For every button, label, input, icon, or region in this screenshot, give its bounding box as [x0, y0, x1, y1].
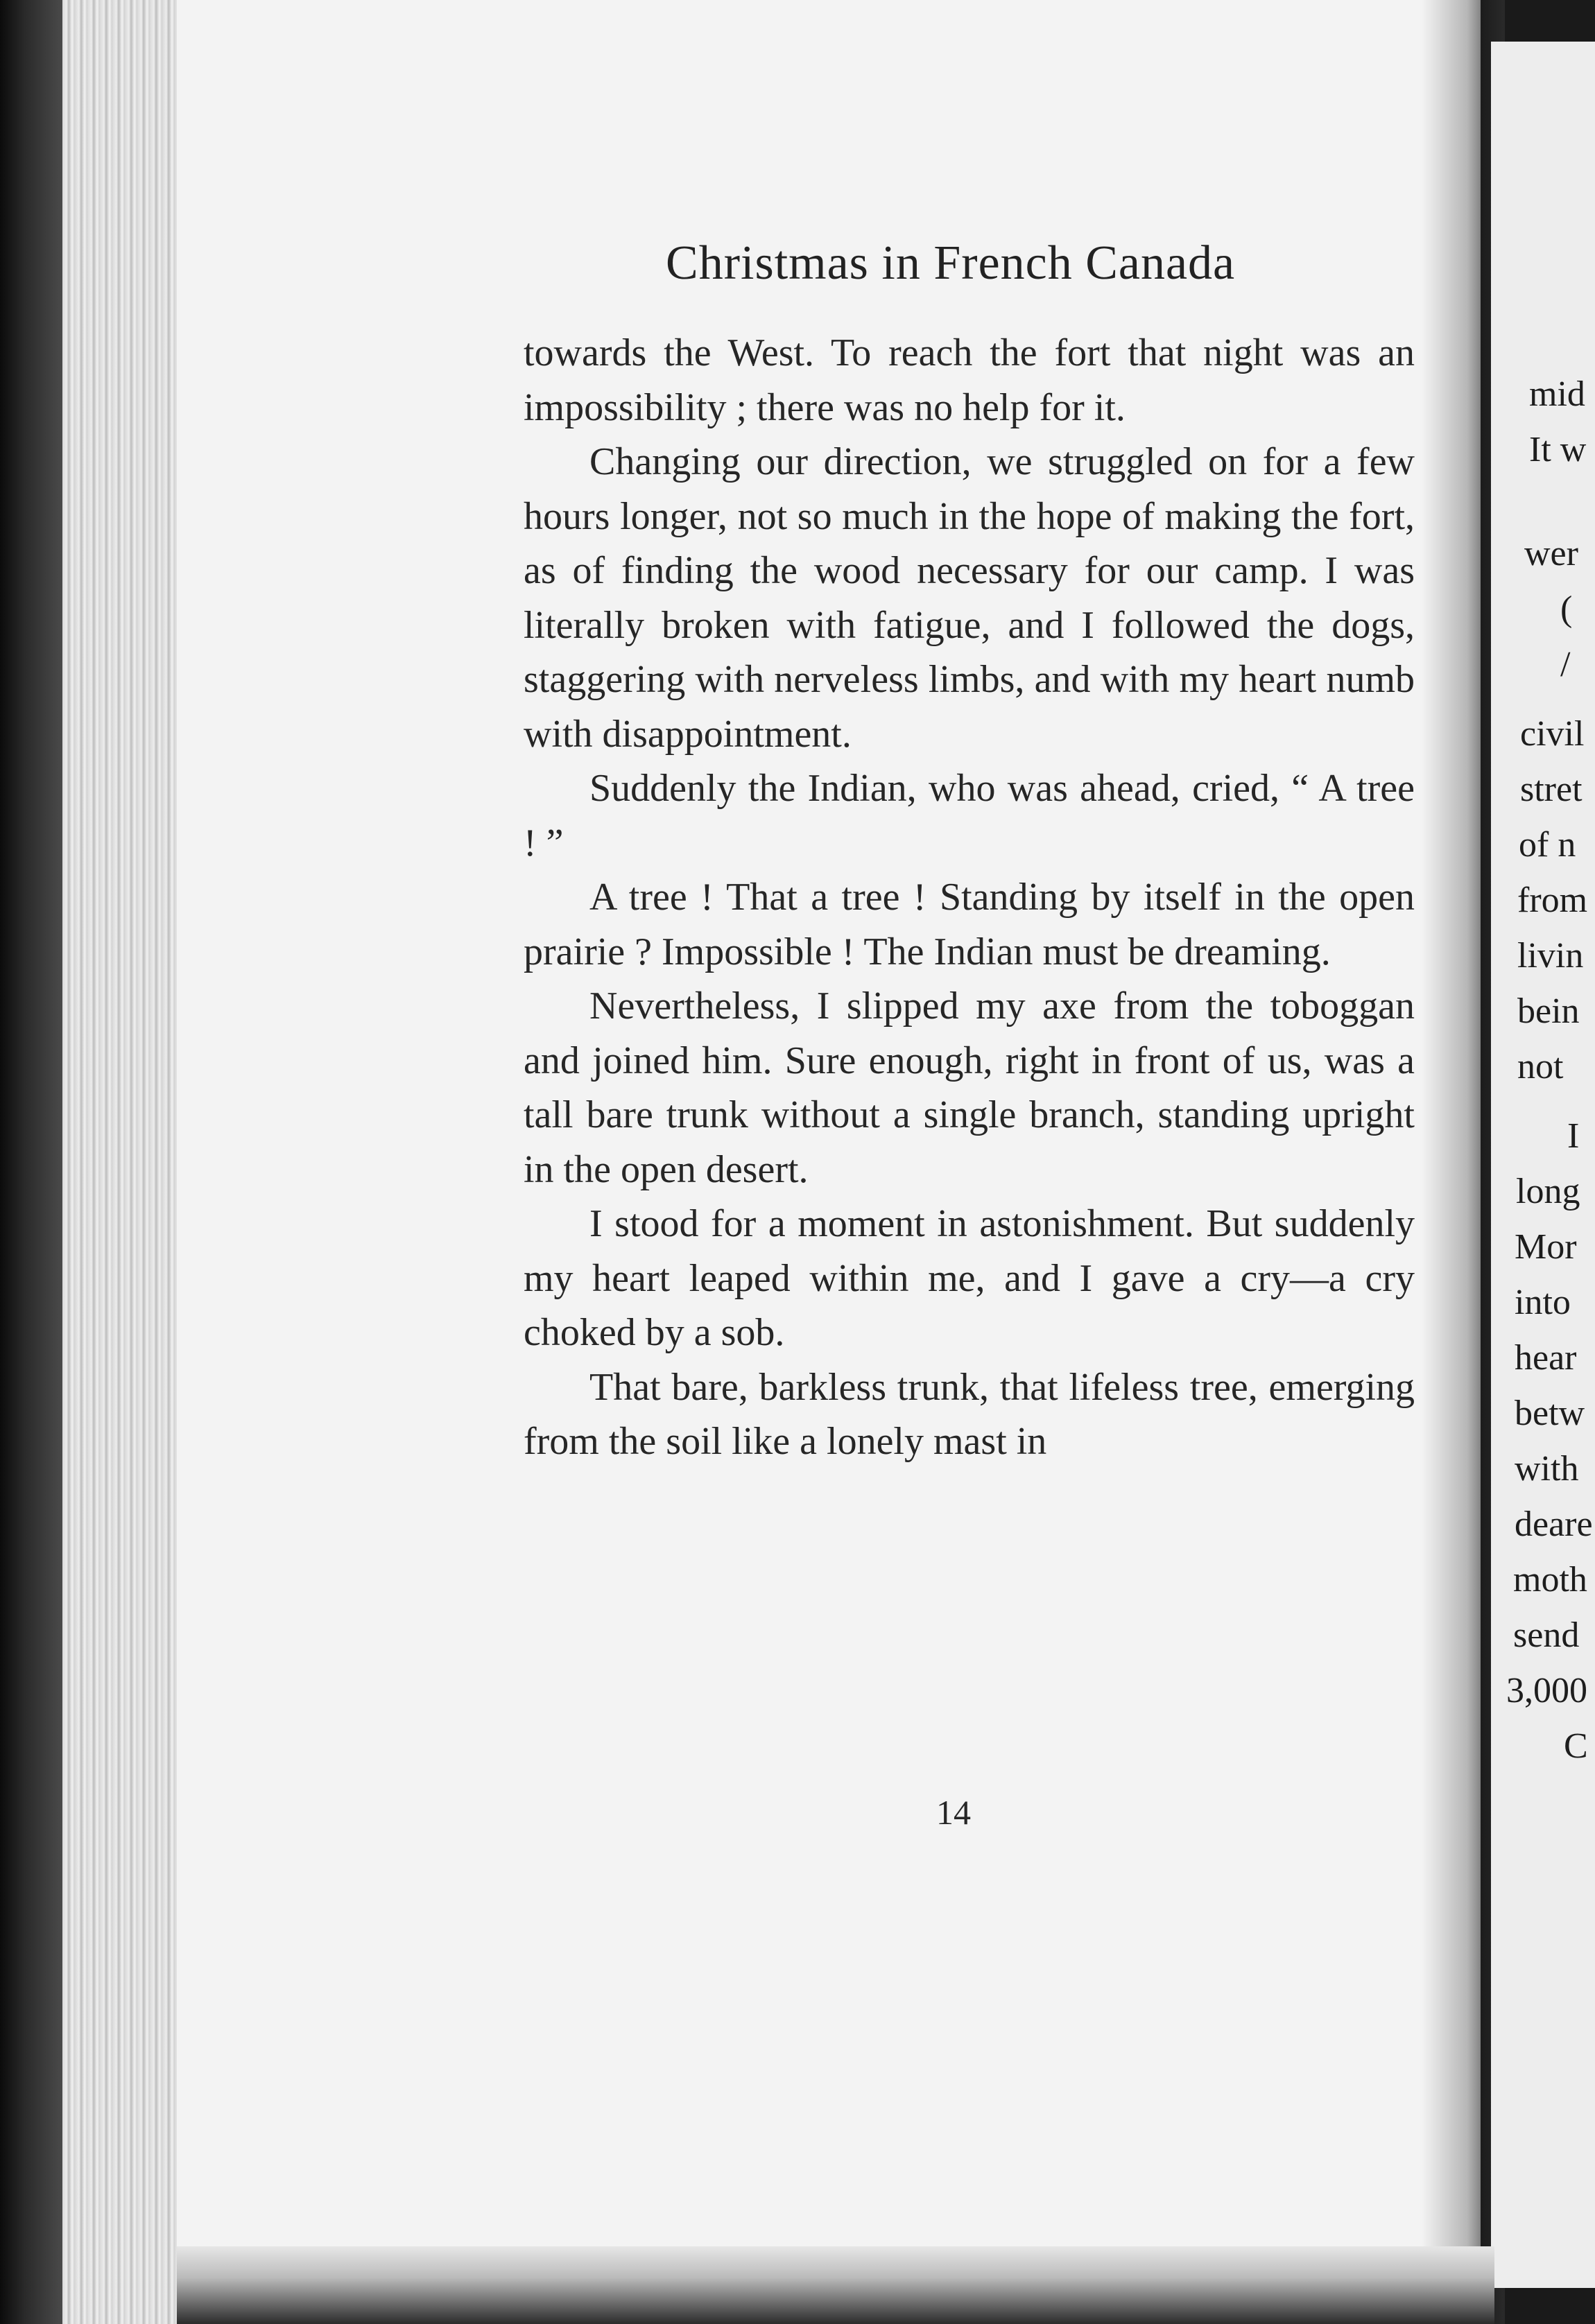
facing-fragment: into: [1515, 1283, 1571, 1322]
facing-fragment: send: [1513, 1615, 1580, 1655]
facing-fragment: with: [1515, 1449, 1579, 1489]
page-edges: [62, 0, 180, 2324]
facing-fragment: 3,000: [1506, 1671, 1587, 1710]
facing-fragment: mid: [1529, 374, 1585, 414]
facing-fragment: wer: [1524, 534, 1578, 573]
facing-fragment: deare: [1515, 1504, 1593, 1544]
facing-fragment: bein: [1517, 991, 1580, 1031]
facing-fragment: long: [1516, 1172, 1580, 1211]
facing-fragment: It w: [1529, 430, 1587, 469]
facing-fragment: betw: [1515, 1394, 1585, 1433]
facing-fragment: civil: [1520, 714, 1585, 754]
facing-fragment: I: [1567, 1116, 1580, 1156]
facing-page: [1491, 42, 1595, 2288]
running-head: Christmas in French Canada: [666, 236, 1236, 290]
facing-fragment: moth: [1513, 1560, 1587, 1599]
paragraph-6: I stood for a moment in astonishment. But suddenly my heart leaped within me, and I gave a cry—a cry choked by a sob.: [524, 1202, 1415, 1354]
facing-fragment: from: [1517, 881, 1588, 920]
facing-fragment: /: [1560, 645, 1571, 684]
facing-fragment: (: [1560, 589, 1573, 629]
paragraph-3: Suddenly the Indian, who was ahead, cried, “ A tree ! ”: [524, 767, 1415, 865]
facing-fragment: C: [1564, 1726, 1588, 1766]
facing-fragment: livin: [1517, 936, 1584, 975]
facing-fragment: Mor: [1515, 1227, 1577, 1267]
paragraph-2: Changing our direction, we struggled on for a few hours longer, not so much in the hope of making the fort, as of finding the wood necessary for our camp. I was literally broken with fatigue, and I followed the dogs, staggering with nerveless limbs, and with my heart numb with disappointment.: [524, 440, 1415, 756]
paragraph-1: towards the West. To reach the fort that night was an impossibility ; there was no help for it.: [524, 331, 1415, 429]
page-bottom-edge: [177, 2246, 1494, 2324]
facing-fragment: hear: [1515, 1338, 1577, 1378]
paragraph-5: Nevertheless, I slipped my axe from the toboggan and joined him. Sure enough, right in front of us, was a tall bare trunk without a single branch, standing upright in the open desert.: [524, 985, 1415, 1191]
paragraph-7: That bare, barkless trunk, that lifeless tree, emerging from the soil like a lonely mast in: [524, 1365, 1415, 1463]
page-number: 14: [936, 1793, 971, 1832]
facing-fragment: of n: [1519, 825, 1576, 865]
facing-fragment: stret: [1520, 770, 1583, 809]
paragraph-4: A tree ! That a tree ! Standing by itself in the open prairie ? Impossible ! The Indian must be dreaming.: [524, 876, 1415, 973]
facing-fragment: not: [1517, 1047, 1564, 1086]
book-binding: [0, 0, 62, 2324]
body-text: [524, 326, 1415, 1469]
